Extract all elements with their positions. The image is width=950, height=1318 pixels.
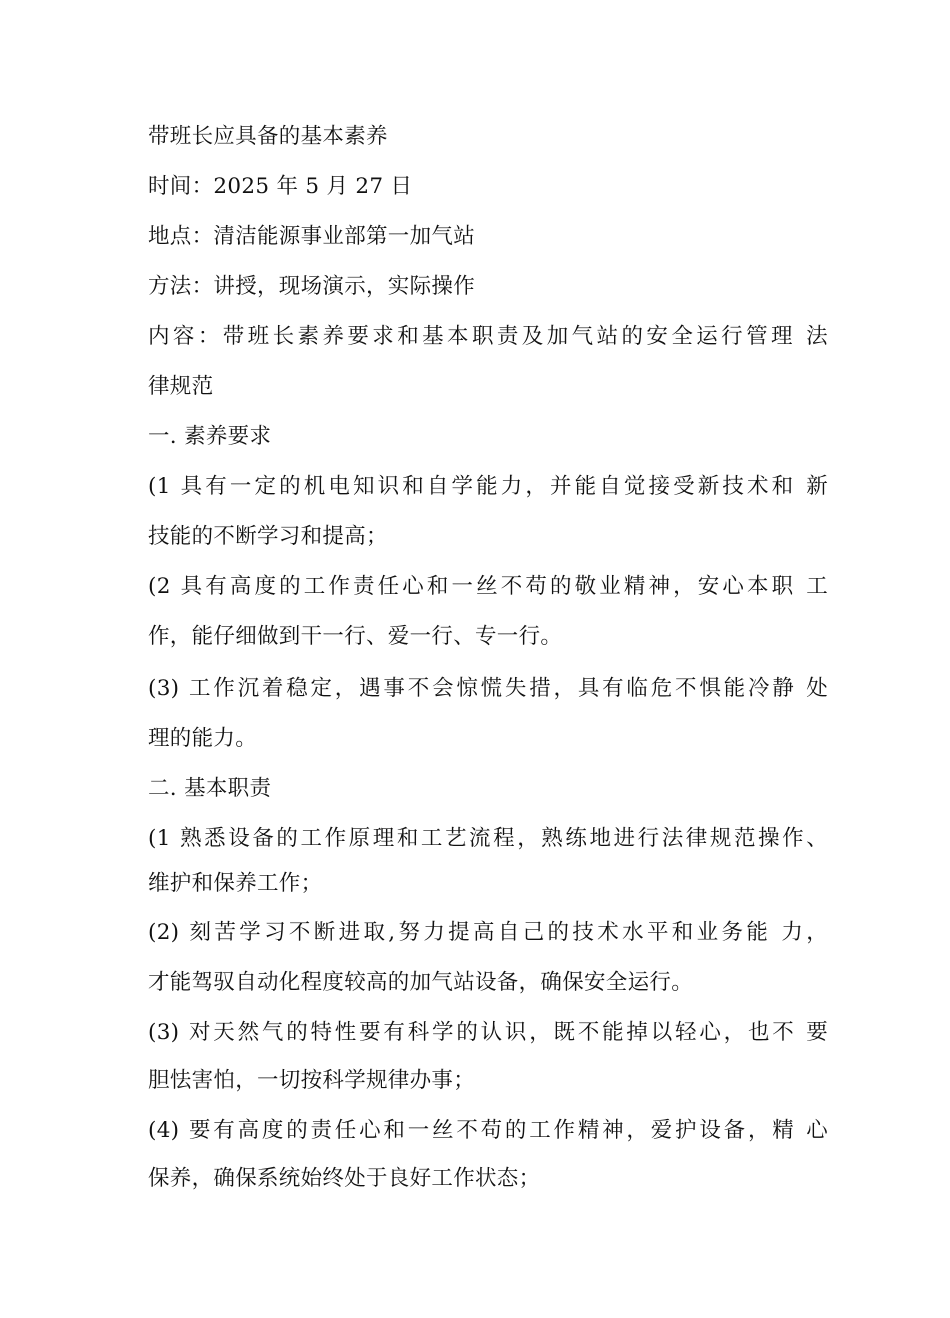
content-line-1: 内容：带班长素养要求和基本职责及加气站的安全运行管理 法 [148,324,828,349]
section1-item2-line2: 作，能仔细做到干一行、爱一行、专一行。 [148,624,563,649]
section2-item1-line1: (1 熟悉设备的工作原理和工艺流程，熟练地进行法律规范操作、 [148,826,828,851]
section1-item1-line1: (1 具有一定的机电知识和自学能力，并能自觉接受新技术和 新 [148,474,828,499]
section1-item3-line2: 理的能力。 [148,726,258,751]
section2-item1-line2: 维护和保养工作； [148,871,323,896]
place-line: 地点：清洁能源事业部第一加气站 [148,224,476,249]
section1-item2-line1: (2 具有高度的工作责任心和一丝不苟的敬业精神，安心本职 工 [148,574,828,599]
document-title: 带班长应具备的基本素养 [148,124,388,149]
section2-item2-line1: (2) 刻苦学习不断进取,努力提高自己的技术水平和业务能 力， [148,920,828,945]
section1-heading: 一. 素养要求 [148,424,272,449]
content-line-2: 律规范 [148,374,214,399]
section2-item4-line2: 保养，确保系统始终处于良好工作状态； [148,1166,541,1191]
section2-item4-line1: (4) 要有高度的责任心和一丝不苟的工作精神，爱护设备，精 心 [148,1118,828,1143]
method-line: 方法：讲授，现场演示，实际操作 [148,274,476,299]
section2-item3-line2: 胆怯害怕，一切按科学规律办事； [148,1068,476,1093]
section2-item3-line1: (3) 对天然气的特性要有科学的认识，既不能掉以轻心，也不 要 [148,1020,828,1045]
section1-item3-line1: (3) 工作沉着稳定，遇事不会惊慌失措，具有临危不惧能冷静 处 [148,676,828,701]
document-page [148,0,828,1318]
section2-item2-line2: 才能驾驭自动化程度较高的加气站设备，确保安全运行。 [148,970,694,995]
time-line: 时间：2025 年 5 月 27 日 [148,174,413,199]
section1-item1-line2: 技能的不断学习和提高； [148,524,388,549]
section2-heading: 二. 基本职责 [148,776,272,801]
